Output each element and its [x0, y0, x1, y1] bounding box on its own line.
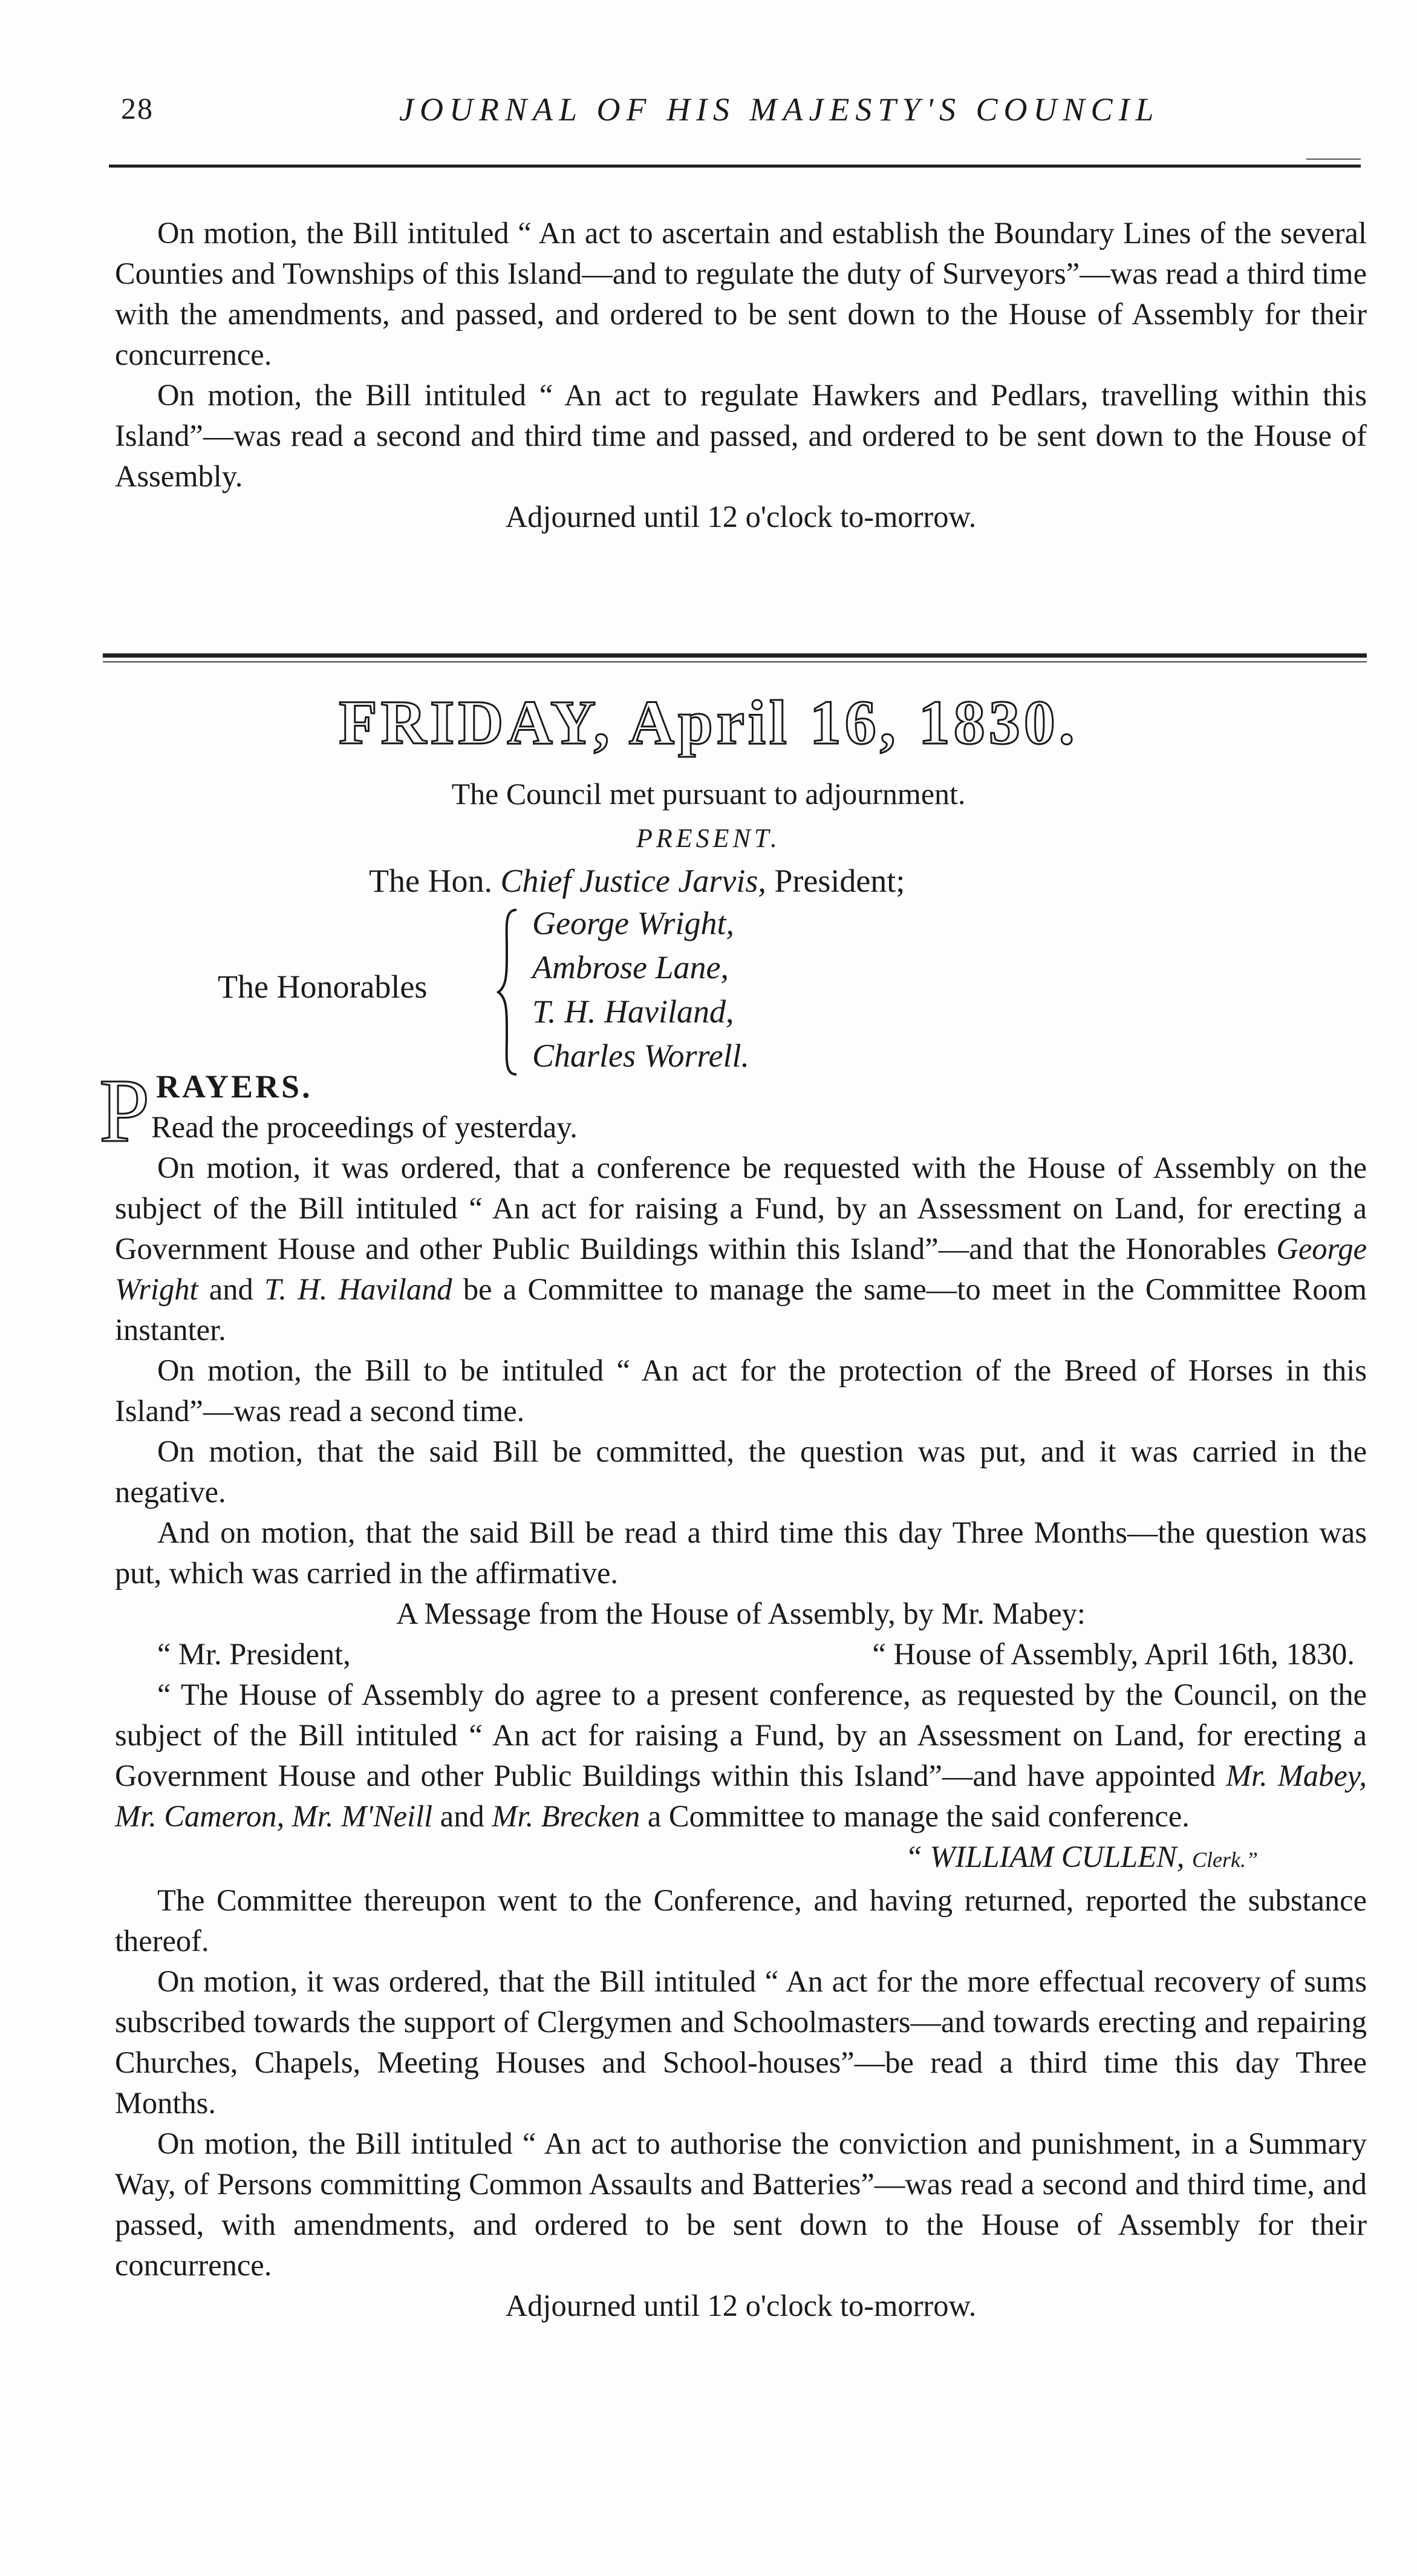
paragraph: On motion, the Bill to be intituled “ An act for the protection of the Breed of Horses in this Island”—was read a second time.: [115, 1353, 1367, 1428]
message-addressee: “ Mr. President,: [157, 1637, 351, 1671]
date-heading: FRIDAY, April 16, 1830.: [339, 688, 1078, 757]
honorable-member: George Wright,: [532, 905, 734, 941]
clerk-signature: [115, 1837, 1367, 1880]
adjourned-line: Adjourned until 12 o'clock to-morrow.: [505, 500, 977, 534]
president-prefix: The Hon.: [369, 863, 492, 899]
message-body: [115, 1675, 1367, 1837]
page-header: [109, 91, 1379, 139]
paragraph: On motion, it was ordered, that the Bill intituled “ An act for the more effectual recovery of sums subscribed towards the support of Clergymen and Schoolmasters—and towards erecting and repairing Churches, Chapels, Meeting Houses and School-houses”—be read a third time this day Three Months.: [115, 1964, 1367, 2120]
honorables-list: [532, 901, 749, 1078]
proceedings-body: [115, 1107, 1367, 2326]
present-label: PRESENT.: [636, 823, 781, 853]
prayers-heading: RAYERS.: [156, 1068, 313, 1105]
paragraph-text: On motion, it was ordered, that a conference be requested with the House of Assembly on the subject of the Bill intituled “ An act for raising a Fund, by an Assessment on Land, for erecting a Government House and other Public Buildings within this Island”—and that the Honorables: [115, 1151, 1367, 1266]
paragraph: [115, 1148, 1367, 1350]
member-names: Mr. Mabey, Mr. Cameron, Mr. M'Neill: [115, 1759, 1367, 1833]
page-number: 28: [121, 91, 154, 125]
paragraph: On motion, the Bill intituled “ An act to authorise the conviction and punishment, in a Summary Way, of Persons committing Common Assaults and Batteries”—was read a second and third time, and passed, with amendments, and ordered to be sent down to the House of Assembly for their concurrence.: [115, 2127, 1367, 2282]
paragraph: On motion, the Bill intituled “ An act to regulate Hawkers and Pedlars, travelling within this Island”—was read a second and third time and passed, and ordered to be sent down to the House of Assembly.: [115, 378, 1367, 493]
clerk-name: “ WILLIAM CULLEN,: [905, 1840, 1185, 1874]
section-rule-thin: [103, 661, 1367, 662]
member-name: T. H. Haviland: [264, 1272, 452, 1306]
paragraph-text: a Committee to manage the said conference.: [640, 1799, 1190, 1833]
honorable-member: Ambrose Lane,: [532, 949, 729, 986]
paragraph: The Committee thereupon went to the Conference, and having returned, reported the substance thereof.: [115, 1883, 1367, 1958]
clerk-title: Clerk.”: [1191, 1848, 1258, 1872]
section-rule-thick: [103, 653, 1367, 658]
message-dateline: “ House of Assembly, April 16th, 1830.: [872, 1637, 1355, 1671]
president-name: Chief Justice Jarvis,: [500, 863, 766, 899]
adjourned-line: Adjourned until 12 o'clock to-morrow.: [505, 2289, 977, 2323]
curly-brace-icon: [496, 907, 520, 1077]
honorables-label: The Honorables: [218, 969, 428, 1005]
top-section: [115, 213, 1367, 537]
paragraph-text: and: [432, 1799, 492, 1833]
paragraph-text: be a Committee to manage the same—to meet in the Committee Room instanter.: [115, 1272, 1367, 1347]
message-intro: A Message from the House of Assembly, by Mr. Mabey:: [396, 1597, 1086, 1630]
message-salutation: [115, 1634, 1367, 1675]
paragraph: On motion, that the said Bill be committed, the question was put, and it was carried in the negative.: [115, 1434, 1367, 1509]
member-name: George Wright: [115, 1232, 1367, 1306]
paragraph-text: “ The House of Assembly do agree to a present conference, as requested by the Council, on the subject of the Bill intituled “ An act for raising a Fund, by an Assessment on Land, for erecting a Government House and other Public Buildings within this Island”—and have appointed: [115, 1678, 1367, 1793]
read-line: Read the proceedings of yesterday.: [151, 1110, 578, 1144]
header-rule: [109, 165, 1361, 168]
paragraph: And on motion, that the said Bill be read a third time this day Three Months—the question was put, which was carried in the affirmative.: [115, 1515, 1367, 1590]
drop-cap-letter: P: [99, 1070, 150, 1154]
header-rule-accent: [1306, 159, 1361, 160]
honorable-member: Charles Worrell.: [532, 1038, 750, 1074]
honorable-member: T. H. Haviland,: [532, 993, 734, 1030]
running-head: JOURNAL OF HIS MAJESTY'S COUNCIL: [399, 91, 1160, 128]
met-line: The Council met pursuant to adjournment.: [451, 777, 966, 811]
paragraph: On motion, the Bill intituled “ An act to ascertain and establish the Boundary Lines of the several Counties and Townships of this Island—and to regulate the duty of Surveyors”—was read a third time with the amendments, and passed, and ordered to be sent down to the House of Assembly for their concurrence.: [115, 216, 1367, 371]
president-suffix: President;: [774, 863, 905, 899]
member-name: Mr. Brecken: [492, 1799, 640, 1833]
paragraph-text: and: [198, 1272, 264, 1306]
president-line: [369, 862, 905, 900]
